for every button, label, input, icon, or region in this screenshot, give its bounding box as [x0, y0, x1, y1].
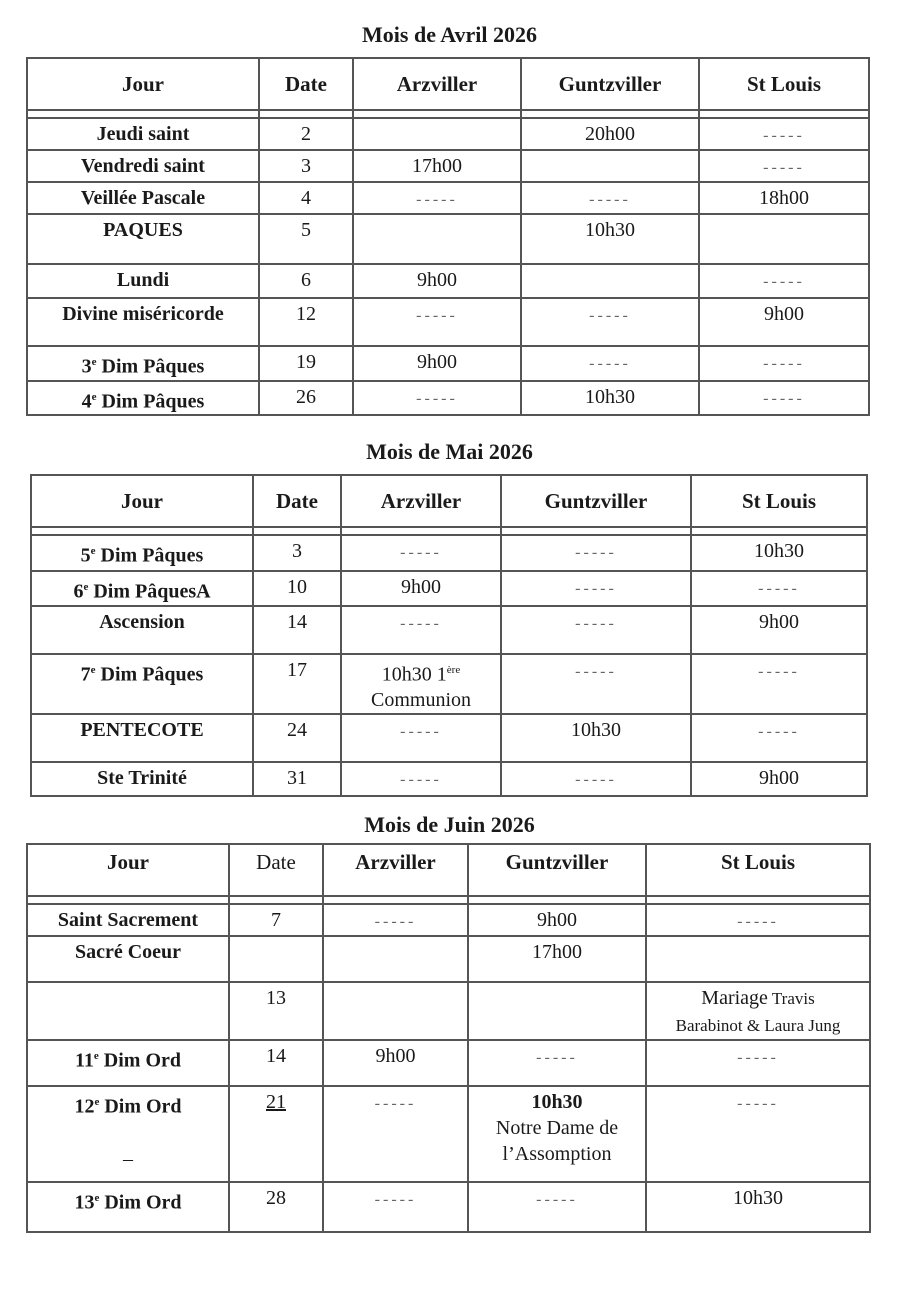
cell-stlouis: ----- [699, 118, 869, 150]
cell-stlouis: ----- [691, 714, 867, 762]
cell-stlouis [699, 214, 869, 264]
table-row [27, 182, 869, 214]
table-row [27, 1086, 870, 1182]
cell-stlouis: ----- [699, 346, 869, 381]
cell-date: 24 [253, 714, 341, 762]
table-row [31, 535, 867, 571]
cell-guntzviller: 10h30 Notre Dame de l’Assomption [468, 1086, 646, 1182]
cell-jour: Saint Sacrement [27, 904, 229, 936]
spacer-row [27, 110, 869, 118]
cell-jour: Divine miséricorde [27, 298, 259, 346]
cell-arzviller: ----- [323, 1182, 468, 1232]
cell-guntzviller: 9h00 [468, 904, 646, 936]
header-arzviller: Arzviller [323, 844, 468, 896]
table-row [27, 381, 869, 416]
table-row [27, 298, 869, 346]
table-row [27, 982, 870, 1040]
cell-stlouis: 10h30 [646, 1182, 870, 1232]
cell-jour: Lundi [27, 264, 259, 298]
table-row [31, 571, 867, 606]
cell-date: 14 [229, 1040, 323, 1086]
cell-stlouis: ----- [646, 1086, 870, 1182]
cell-arzviller: ----- [353, 381, 521, 416]
cell-arzviller: ----- [341, 762, 501, 796]
cell-guntzviller: ----- [501, 762, 691, 796]
cell-guntzviller: 10h30 [521, 214, 699, 264]
table-row [27, 346, 869, 381]
cell-jour: Ste Trinité [31, 762, 253, 796]
cell-guntzviller: 17h00 [468, 936, 646, 982]
cell-date: 19 [259, 346, 353, 381]
cell-jour: 6e Dim PâquesA [31, 571, 253, 606]
cell-jour: 13e Dim Ord [27, 1182, 229, 1232]
cell-stlouis: ----- [691, 654, 867, 715]
cell-jour: Jeudi saint [27, 118, 259, 150]
cell-date: 10 [253, 571, 341, 606]
cell-jour: Veillée Pascale [27, 182, 259, 214]
cell-stlouis: ----- [691, 571, 867, 606]
cell-date: 3 [253, 535, 341, 571]
cell-stlouis: 9h00 [691, 606, 867, 654]
header-arzviller: Arzviller [353, 58, 521, 110]
cell-arzviller: ----- [323, 904, 468, 936]
cell-guntzviller: ----- [501, 606, 691, 654]
cell-guntzviller: 20h00 [521, 118, 699, 150]
cell-date: 5 [259, 214, 353, 264]
cell-guntzviller: 10h30 [501, 714, 691, 762]
cell-guntzviller: ----- [521, 182, 699, 214]
spacer-row [27, 896, 870, 904]
cell-date: 7 [229, 904, 323, 936]
cell-arzviller: 9h00 [353, 264, 521, 298]
header-guntzviller: Guntzviller [521, 58, 699, 110]
cell-arzviller [323, 982, 468, 1040]
cell-arzviller: 9h00 [353, 346, 521, 381]
table-row [31, 762, 867, 796]
cell-stlouis: ----- [646, 904, 870, 936]
cell-date: 17 [253, 654, 341, 715]
cell-guntzviller [521, 150, 699, 182]
cell-stlouis: ----- [699, 381, 869, 416]
table-row [27, 214, 869, 264]
cell-arzviller: ----- [341, 714, 501, 762]
schedule-table-mai [30, 474, 868, 797]
cell-stlouis: 9h00 [699, 298, 869, 346]
table-row [27, 118, 869, 150]
cell-jour: 12e Dim Ord – [27, 1086, 229, 1182]
header-date: Date [253, 475, 341, 527]
cell-arzviller: 9h00 [323, 1040, 468, 1086]
cell-date: 21 [229, 1086, 323, 1182]
table-row [27, 264, 869, 298]
cell-date: 31 [253, 762, 341, 796]
cell-jour: 3e Dim Pâques [27, 346, 259, 381]
cell-date: 26 [259, 381, 353, 416]
cell-date: 6 [259, 264, 353, 298]
table-row [27, 1040, 870, 1086]
cell-jour: PENTECOTE [31, 714, 253, 762]
cell-date: 2 [259, 118, 353, 150]
cell-stlouis: ----- [699, 150, 869, 182]
table-row [31, 606, 867, 654]
title-avril: Mois de Avril 2026 [362, 22, 537, 47]
table-row [27, 936, 870, 982]
cell-jour: 5e Dim Pâques [31, 535, 253, 571]
cell-stlouis [646, 936, 870, 982]
cell-arzviller: 10h30 1ère Communion [341, 654, 501, 715]
schedule-table-juin [26, 843, 871, 1233]
header-date: Date [229, 844, 323, 896]
table-row [31, 654, 867, 715]
cell-date: 3 [259, 150, 353, 182]
table-row [31, 714, 867, 762]
cell-arzviller: 9h00 [341, 571, 501, 606]
cell-stlouis: 9h00 [691, 762, 867, 796]
cell-date: 12 [259, 298, 353, 346]
table-header-row [27, 58, 869, 110]
cell-guntzviller: ----- [468, 1040, 646, 1086]
cell-guntzviller: 10h30 [521, 381, 699, 416]
cell-guntzviller [468, 982, 646, 1040]
table-row [27, 150, 869, 182]
cell-stlouis: ----- [699, 264, 869, 298]
cell-jour: 7e Dim Pâques [31, 654, 253, 715]
header-jour: Jour [31, 475, 253, 527]
cell-arzviller: ----- [323, 1086, 468, 1182]
title-mai: Mois de Mai 2026 [366, 439, 533, 464]
table-header-row [27, 844, 870, 896]
cell-jour: Ascension [31, 606, 253, 654]
header-jour: Jour [27, 844, 229, 896]
cell-arzviller: ----- [353, 182, 521, 214]
table-row [27, 1182, 870, 1232]
title-juin: Mois de Juin 2026 [364, 812, 535, 837]
cell-jour: PAQUES [27, 214, 259, 264]
cell-stlouis: ----- [646, 1040, 870, 1086]
cell-date: 14 [253, 606, 341, 654]
cell-date [229, 936, 323, 982]
cell-stlouis: 18h00 [699, 182, 869, 214]
header-guntzviller: Guntzviller [468, 844, 646, 896]
spacer-row [31, 527, 867, 535]
header-date: Date [259, 58, 353, 110]
cell-jour: Vendredi saint [27, 150, 259, 182]
cell-arzviller: ----- [341, 606, 501, 654]
cell-guntzviller: ----- [501, 654, 691, 715]
cell-arzviller [323, 936, 468, 982]
header-arzviller: Arzviller [341, 475, 501, 527]
cell-jour: Sacré Coeur [27, 936, 229, 982]
cell-date: 28 [229, 1182, 323, 1232]
cell-guntzviller: ----- [468, 1182, 646, 1232]
cell-arzviller [353, 118, 521, 150]
cell-stlouis: 10h30 [691, 535, 867, 571]
cell-guntzviller: ----- [521, 346, 699, 381]
cell-guntzviller: ----- [501, 571, 691, 606]
cell-guntzviller [521, 264, 699, 298]
cell-stlouis: Mariage Travis Barabinot & Laura Jung [646, 982, 870, 1040]
header-stlouis: St Louis [699, 58, 869, 110]
table-header-row [31, 475, 867, 527]
cell-arzviller: ----- [353, 298, 521, 346]
cell-guntzviller: ----- [521, 298, 699, 346]
header-guntzviller: Guntzviller [501, 475, 691, 527]
header-stlouis: St Louis [691, 475, 867, 527]
header-stlouis: St Louis [646, 844, 870, 896]
cell-arzviller: 17h00 [353, 150, 521, 182]
cell-jour: 4e Dim Pâques [27, 381, 259, 416]
table-row [27, 904, 870, 936]
cell-date: 13 [229, 982, 323, 1040]
cell-jour [27, 982, 229, 1040]
cell-arzviller [353, 214, 521, 264]
schedule-table-avril [26, 57, 870, 416]
cell-guntzviller: ----- [501, 535, 691, 571]
cell-jour: 11e Dim Ord [27, 1040, 229, 1086]
header-jour: Jour [27, 58, 259, 110]
cell-arzviller: ----- [341, 535, 501, 571]
cell-date: 4 [259, 182, 353, 214]
